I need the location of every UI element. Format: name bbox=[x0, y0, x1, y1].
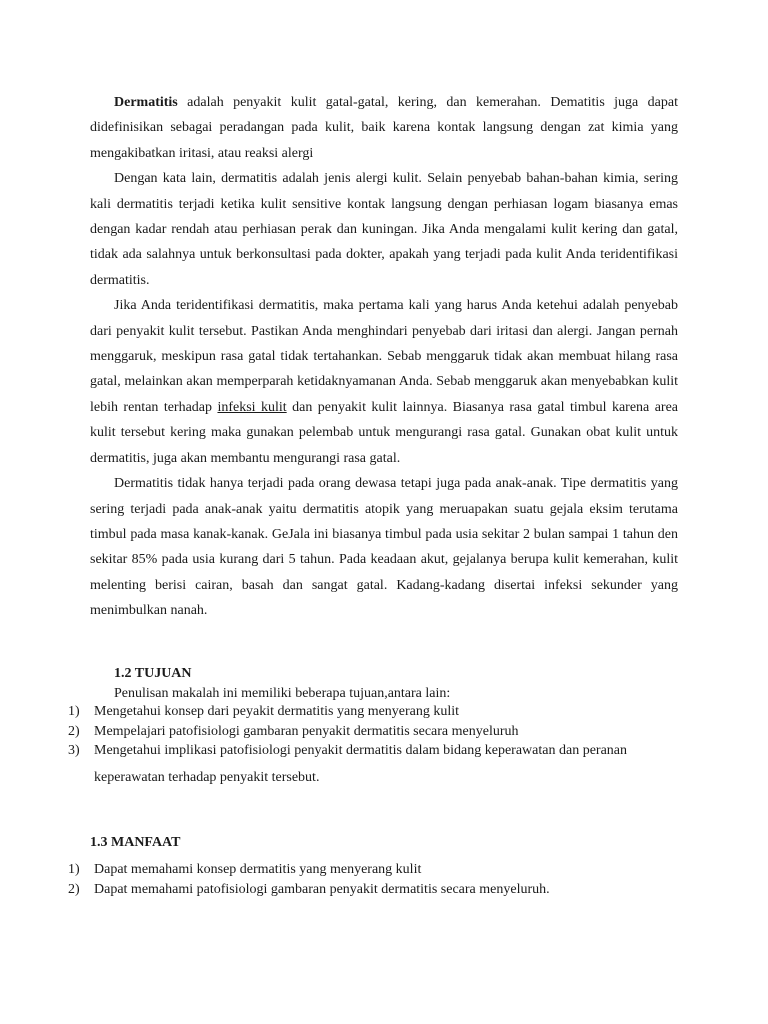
list-number: 1) bbox=[68, 862, 80, 877]
list-number: 2) bbox=[68, 723, 80, 739]
list-item bbox=[68, 741, 688, 787]
paragraph-text: adalah penyakit kulit gatal-gatal, kering, dan kemerahan. Dematitis juga dapat didefinisikan sebagai peradangan pada kulit, baik karena kontak langsung dengan zat kimia yang mengakibatkan iritasi, atau reaksi alergi bbox=[90, 95, 678, 161]
tujuan-list bbox=[68, 702, 688, 787]
infeksi-kulit-link[interactable]: infeksi kulit bbox=[217, 399, 287, 415]
body-text bbox=[90, 90, 678, 624]
list-item-text: Dapat memahami patofisiologi gambaran penyakit dermatitis secara menyeluruh. bbox=[94, 881, 550, 897]
list-number: 3) bbox=[68, 743, 80, 758]
paragraph-text: Jika Anda teridentifikasi dermatitis, maka pertama kali yang harus Anda ketehui adalah penyebab dari penyakit kulit tersebut. Pastikan Anda menghindari penyebab dari iritasi dan alergi. Jangan pernah menggaruk, meskipun rasa gatal tidak tertahankan. Sebab menggaruk tidak akan membuat hilang rasa gatal, melainkan akan memperparah ketidaknyamanan Anda. Sebab menggaruk akan menyebabkan kulit lebih rentan terhadap bbox=[90, 298, 678, 415]
list-item-text: Mengetahui konsep dari peyakit dermatitis yang menyerang kulit bbox=[94, 704, 460, 719]
list-number: 2) bbox=[68, 881, 80, 897]
paragraph-definition bbox=[90, 90, 678, 166]
bold-term: Dermatitis bbox=[114, 95, 178, 110]
tujuan-heading: 1.2 TUJUAN bbox=[114, 666, 192, 681]
paragraph-causes bbox=[90, 293, 678, 471]
list-item-text: Mempelajari patofisiologi gambaran penyakit dermatitis secara menyeluruh bbox=[94, 723, 519, 739]
list-item bbox=[68, 722, 688, 742]
manfaat-list bbox=[68, 860, 688, 899]
tujuan-intro: Penulisan makalah ini memiliki beberapa tujuan,antara lain: bbox=[114, 686, 451, 701]
paragraph-text: dan penyakit kulit lainnya. Biasanya rasa gatal timbul karena area kulit tersebut kering maka gunakan pelembab untuk mengurangi rasa gatal. Gunakan obat kulit untuk dermatitis, juga akan membantu mengurangi rasa gatal. bbox=[90, 399, 678, 466]
paragraph-allergy: Dengan kata lain, dermatitis adalah jenis alergi kulit. Selain penyebab bahan-bahan kimia, sering kali dermatitis terjadi ketika kulit sensitive kontak langsung dengan perhiasan logam biasanya emas dengan kadar rendah atau perhiasan perak dan kuningan. Jika Anda mengalami kulit kering dan gatal, tidak ada salahnya untuk berkonsultasi pada dokter, apakah yang terjadi pada kulit Anda teridentifikasi dermatitis. bbox=[90, 171, 678, 288]
manfaat-heading: 1.3 MANFAAT bbox=[90, 835, 181, 850]
list-item bbox=[68, 702, 688, 722]
list-number: 1) bbox=[68, 704, 80, 719]
list-item-text: Dapat memahami konsep dermatitis yang menyerang kulit bbox=[94, 862, 422, 877]
list-item bbox=[68, 880, 688, 900]
paragraph-children: Dermatitis tidak hanya terjadi pada orang dewasa tetapi juga pada anak-anak. Tipe dermatitis yang sering terjadi pada anak-anak yaitu dermatitis atopik yang meruapakan suatu gejala eksim terutama timbul pada masa kanak-kanak. GeJala ini biasanya timbul pada usia sekitar 2 bulan sampai 1 tahun den sekitar 85% pada usia kurang dari 5 tahun. Pada keadaan akut, gejalanya berupa kulit kemerahan, kulit melenting berisi cairan, basah dan sangat gatal. Kadang-kadang disertai infeksi sekunder yang menimbulkan nanah. bbox=[90, 476, 678, 619]
list-item-continuation: keperawatan terhadap penyakit tersebut. bbox=[94, 769, 320, 785]
list-item-text: Mengetahui implikasi patofisiologi penyakit dermatitis dalam bidang keperawatan dan peranan bbox=[94, 743, 628, 758]
list-item bbox=[68, 860, 688, 880]
